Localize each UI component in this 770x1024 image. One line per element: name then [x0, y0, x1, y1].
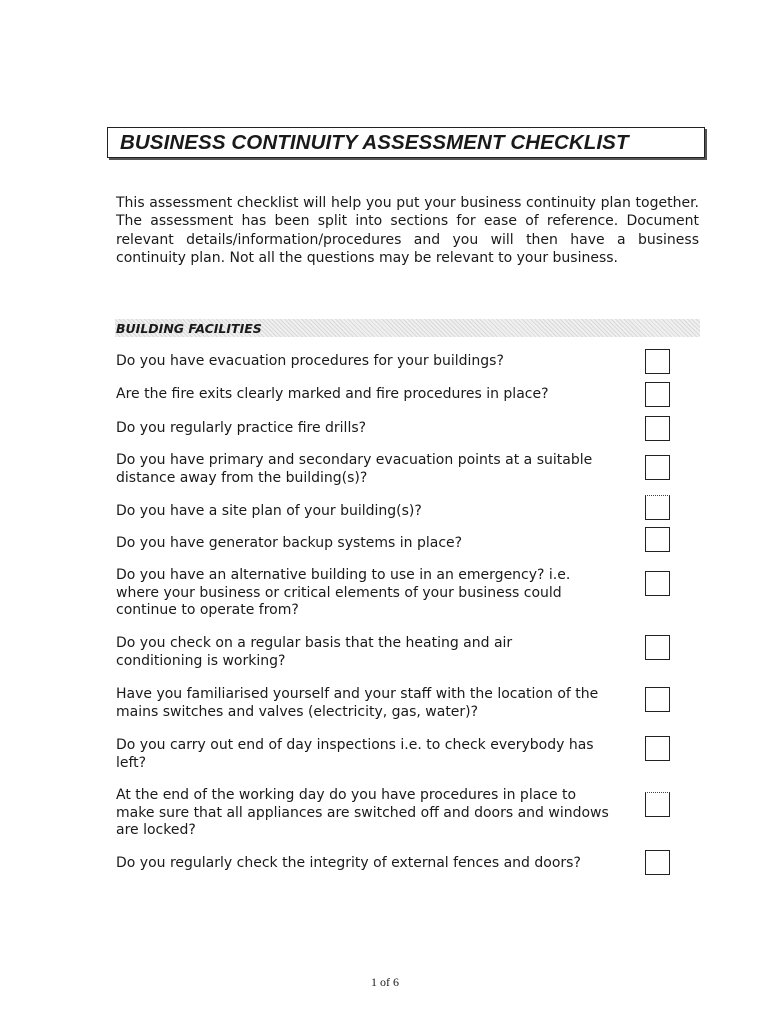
question-3: Do you regularly practice fire drills? — [116, 420, 367, 436]
question-6: Do you have generator backup systems in place? — [116, 535, 463, 551]
question-4: Do you have primary and secondary evacuation points at a suitable distance away from the building(s)? — [116, 452, 593, 486]
checkbox-question-6[interactable] — [645, 527, 670, 552]
checkbox-question-12[interactable] — [645, 850, 670, 875]
page-number: 1 of 6 — [371, 975, 399, 989]
question-10: Do you carry out end of day inspections i.e. to check everybody has left? — [116, 737, 594, 771]
question-9: Have you familiarised yourself and your staff with the location of the mains switches and valves (electricity, gas, water)? — [116, 686, 599, 720]
document-title: BUSINESS CONTINUITY ASSESSMENT CHECKLIST — [120, 130, 629, 154]
question-5: Do you have a site plan of your building(s)? — [116, 503, 422, 519]
question-7: Do you have an alternative building to use in an emergency? i.e. where your business or critical elements of your business could continue to operate from? — [116, 567, 571, 619]
checkbox-question-10[interactable] — [645, 736, 670, 761]
section-title: BUILDING FACILITIES — [116, 320, 262, 336]
question-1: Do you have evacuation procedures for your buildings? — [116, 353, 504, 369]
checkbox-question-3[interactable] — [645, 416, 670, 441]
question-2: Are the fire exits clearly marked and fire procedures in place? — [116, 386, 549, 402]
checkbox-question-4[interactable] — [645, 455, 670, 480]
question-11: At the end of the working day do you have procedures in place to make sure that all appliances are switched off and doors and windows are locked? — [116, 787, 609, 839]
intro-paragraph: This assessment checklist will help you put your business continuity plan together. The assessment has been split into sections for ease of reference. Document relevant details/information/procedures and you will then have a business continuity plan. Not all the questions may be relevant to your business. — [116, 195, 699, 267]
checkbox-question-8[interactable] — [645, 635, 670, 660]
question-8: Do you check on a regular basis that the heating and air conditioning is working? — [116, 635, 513, 669]
checkbox-question-2[interactable] — [645, 382, 670, 407]
checkbox-question-11[interactable] — [645, 792, 670, 817]
checkbox-question-9[interactable] — [645, 687, 670, 712]
checkbox-question-7[interactable] — [645, 571, 670, 596]
title-box — [107, 127, 705, 158]
section-header-bar — [115, 319, 700, 337]
checkbox-question-1[interactable] — [645, 349, 670, 374]
question-12: Do you regularly check the integrity of external fences and doors? — [116, 855, 581, 871]
checkbox-question-5[interactable] — [645, 495, 670, 520]
